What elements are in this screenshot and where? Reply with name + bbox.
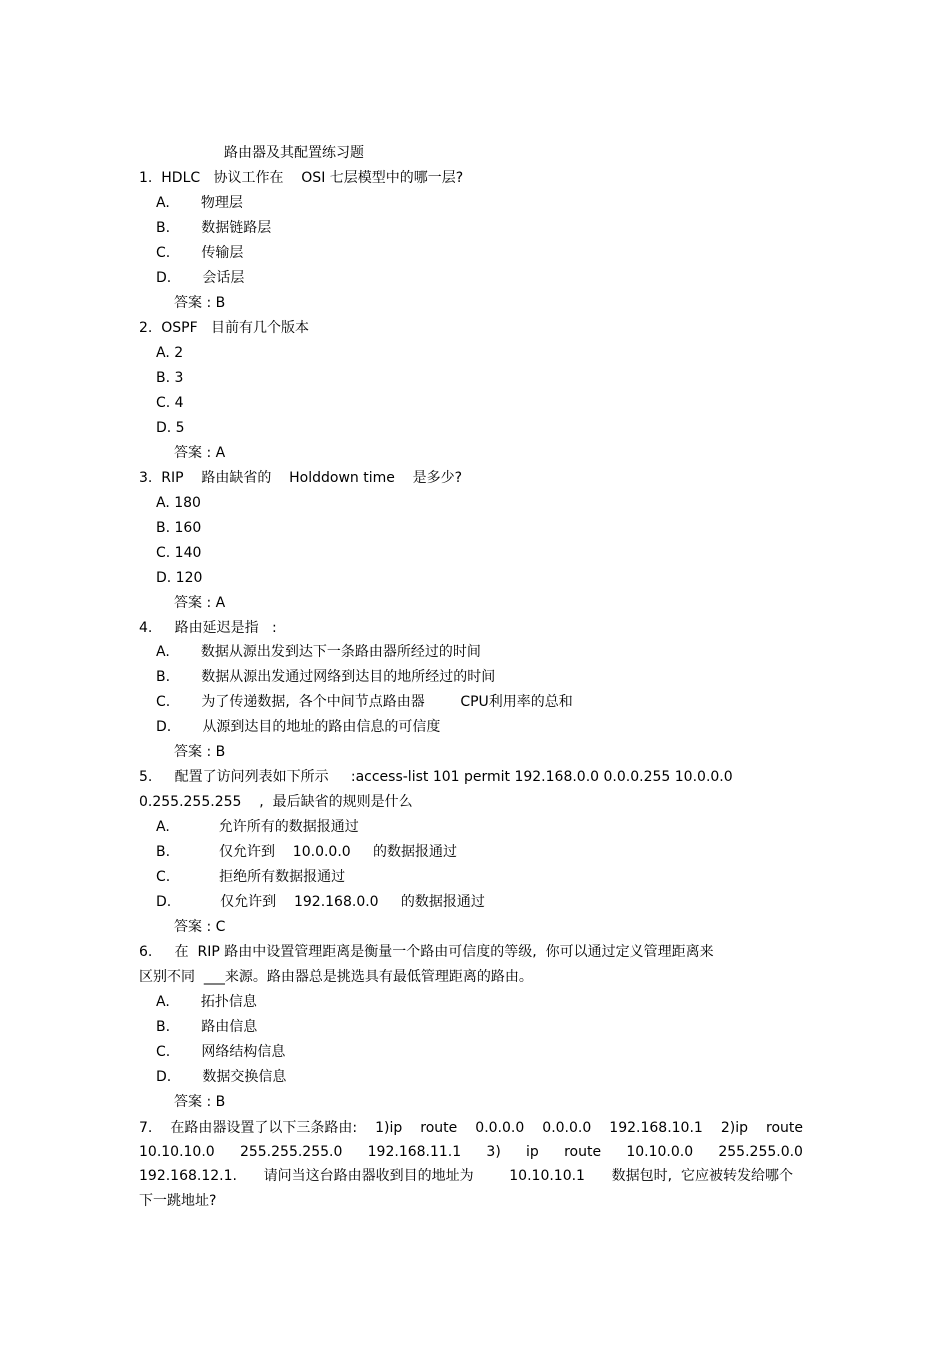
q7-token: route — [766, 1120, 803, 1136]
question-7-line-3: 192.168.12.1. 请问当这台路由器收到目的地址为 10.10.10.1 数据包时, 它应被转发给哪个 — [139, 1168, 794, 1184]
q7-token: 0.0.0.0 — [542, 1120, 592, 1136]
question-6-line-2: 区别不同 ___来源。路由器总是挑选具有最低管理距离的路由。 — [139, 969, 533, 985]
question-5-option-c: C. 拒绝所有数据报通过 — [156, 869, 346, 885]
question-2: 2. OSPF 目前有几个版本 — [139, 320, 310, 336]
question-4-option-d: D. 从源到达目的地址的路由信息的可信度 — [156, 719, 441, 735]
question-1-option-b: B. 数据链路层 — [156, 220, 272, 236]
question-3-answer: 答案 : A — [174, 595, 226, 611]
question-1-option-d: D. 会话层 — [156, 270, 245, 286]
question-7-line-2 — [139, 1143, 803, 1161]
question-3-option-a: A. 180 — [156, 495, 201, 511]
q7-token: 1)ip — [375, 1120, 403, 1136]
question-1: 1. HDLC 协议工作在 OSI 七层模型中的哪一层? — [139, 170, 464, 186]
question-6-option-d: D. 数据交换信息 — [156, 1069, 287, 1085]
question-6-line-1: 6. 在 RIP 路由中设置管理距离是衡量一个路由可信度的等级, 你可以通过定义管理距离来 — [139, 944, 714, 960]
q7-token: 10.10.10.0 — [139, 1144, 215, 1160]
question-3-option-c: C. 140 — [156, 545, 202, 561]
question-2-option-b: B. 3 — [156, 370, 184, 386]
q7-token: 255.255.255.0 — [239, 1144, 343, 1160]
question-1-option-c: C. 传输层 — [156, 245, 244, 261]
q7-token: 3) — [486, 1144, 501, 1160]
question-5-option-d: D. 仅允许到 192.168.0.0 的数据报通过 — [156, 894, 485, 910]
question-2-option-c: C. 4 — [156, 395, 184, 411]
question-2-answer: 答案 : A — [174, 445, 226, 461]
question-2-option-d: D. 5 — [156, 420, 185, 436]
q7-token: 在路由器设置了以下三条路由: — [170, 1120, 358, 1136]
question-6-option-b: B. 路由信息 — [156, 1019, 258, 1035]
q7-token: route — [420, 1120, 458, 1136]
question-5-option-b: B. 仅允许到 10.0.0.0 的数据报通过 — [156, 844, 457, 860]
q7-token: route — [564, 1144, 602, 1160]
question-4-option-a: A. 数据从源出发到达下一条路由器所经过的时间 — [156, 644, 481, 660]
question-5-answer: 答案 : C — [174, 919, 226, 935]
q7-token: 255.255.0.0 — [718, 1144, 803, 1160]
page-title: 路由器及其配置练习题 — [224, 145, 364, 161]
question-7-line-4: 下一跳地址? — [139, 1193, 217, 1209]
question-3-option-b: B. 160 — [156, 520, 202, 536]
question-4-option-c: C. 为了传递数据, 各个中间节点路由器 CPU利用率的总和 — [156, 694, 573, 710]
question-6-option-c: C. 网络结构信息 — [156, 1044, 286, 1060]
question-7-line-1 — [139, 1119, 803, 1137]
question-4-answer: 答案 : B — [174, 744, 226, 760]
question-4-option-b: B. 数据从源出发通过网络到达目的地所经过的时间 — [156, 669, 496, 685]
q7-token: 10.10.0.0 — [626, 1144, 694, 1160]
question-6-option-a: A. 拓扑信息 — [156, 994, 257, 1010]
q7-token: 192.168.10.1 — [609, 1120, 703, 1136]
question-5-option-a: A. 允许所有的数据报通过 — [156, 819, 359, 835]
q7-token: ip — [526, 1144, 539, 1160]
question-4: 4. 路由延迟是指 : — [139, 620, 277, 636]
question-1-option-a: A. 物理层 — [156, 195, 243, 211]
question-5-line-1: 5. 配置了访问列表如下所示 :access-list 101 permit 192.168.0.0 0.0.0.255 10.0.0.0 — [139, 769, 733, 785]
question-3-option-d: D. 120 — [156, 570, 203, 586]
q7-token: 192.168.11.1 — [367, 1144, 462, 1160]
question-3: 3. RIP 路由缺省的 Holddown time 是多少? — [139, 470, 463, 486]
q7-token: 7. — [139, 1120, 153, 1136]
question-2-option-a: A. 2 — [156, 345, 184, 361]
question-1-answer: 答案 : B — [174, 295, 226, 311]
q7-token: 2)ip — [720, 1120, 748, 1136]
question-6-answer: 答案 : B — [174, 1094, 226, 1110]
q7-token: 0.0.0.0 — [475, 1120, 525, 1136]
question-5-line-2: 0.255.255.255 , 最后缺省的规则是什么 — [139, 794, 413, 810]
